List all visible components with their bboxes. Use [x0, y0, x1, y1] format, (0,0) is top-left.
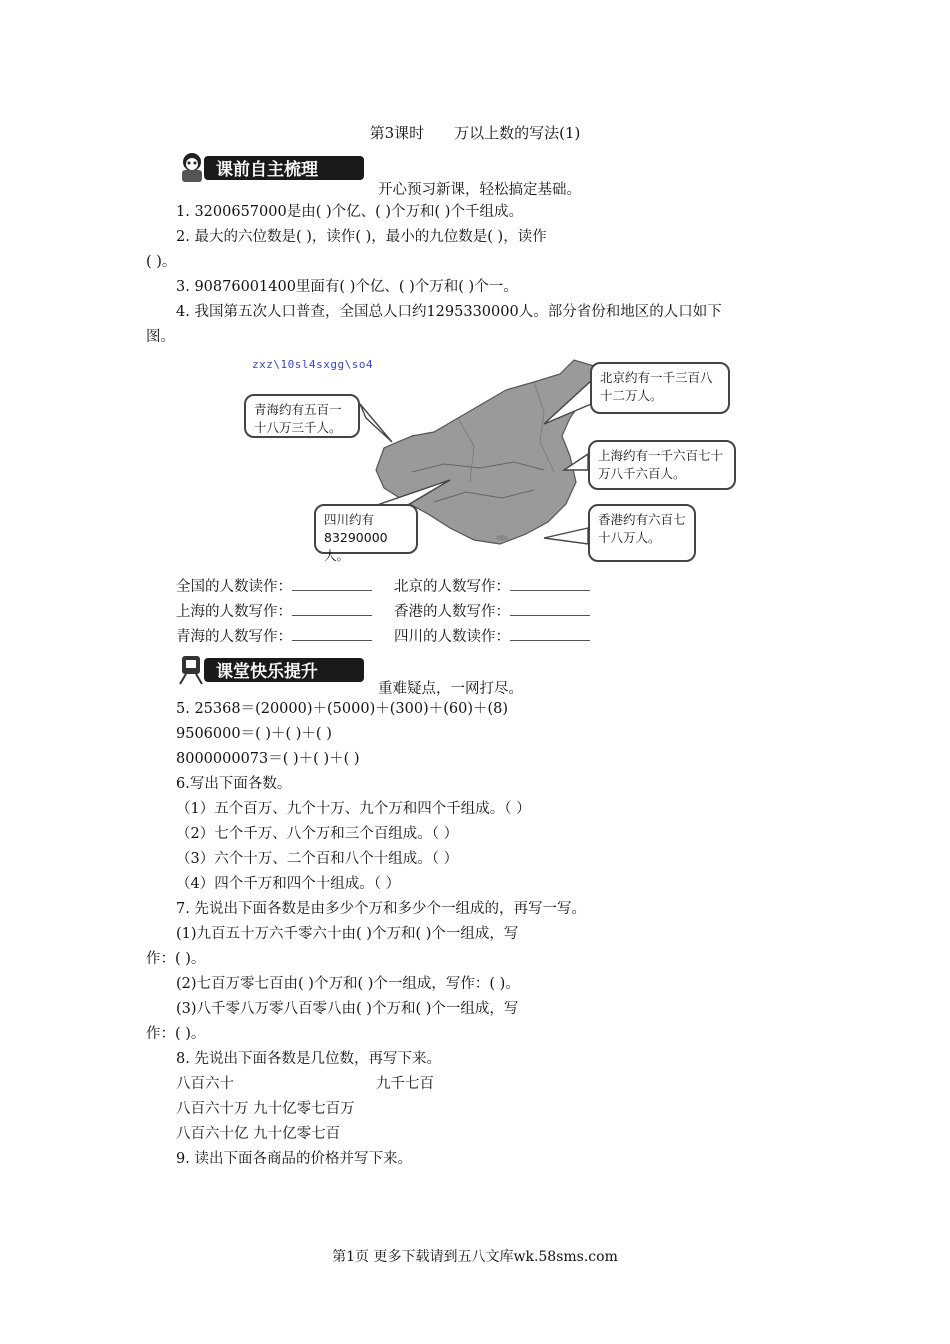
fill-row-2: [176, 602, 612, 621]
fill-label-national: 全国的人数读作：: [176, 579, 292, 595]
question-5: 5. 25368＝(20000)＋(5000)＋(300)＋(60)＋(8): [176, 701, 509, 717]
fill-row-1: [176, 577, 612, 596]
svg-text:课堂快乐提升: 课堂快乐提升: [216, 662, 318, 682]
section-tagline: 开心预习新课，轻松搞定基础。: [378, 182, 581, 198]
fill-label-qinghai: 青海的人数写作：: [176, 629, 292, 645]
question-7-item-1: (1)九百五十万六千零六十由( )个万和( )个一组成，写: [176, 926, 519, 942]
answer-blank[interactable]: [510, 602, 590, 616]
answer-blank[interactable]: [292, 577, 372, 591]
lesson-number: 第3课时: [369, 124, 425, 142]
question-4: 4. 我国第五次人口普查，全国总人口约1295330000人。部分省份和地区的人口如下: [176, 304, 722, 320]
mascot-icon: [182, 153, 202, 182]
page-title: [0, 122, 950, 143]
callout-qinghai: 青海约有五百一十八万三千人。: [244, 394, 360, 438]
map-watermark-code: zxz\10sl4sxgg\so4: [252, 358, 374, 371]
section-banner-classroom: [176, 652, 366, 686]
question-7-item-1-continued: 作：( )。: [146, 951, 206, 967]
question-4-continued: 图。: [146, 329, 175, 345]
mascot-icon: [180, 656, 202, 684]
number-word: 八百六十: [176, 1076, 234, 1092]
section-tagline: 重难疑点，一网打尽。: [378, 681, 523, 697]
question-2-continued: ( )。: [146, 254, 177, 270]
question-7-item-3: (3)八千零八万零八百零八由( )个万和( )个一组成，写: [176, 1001, 519, 1017]
question-6-item-4: （4）四个千万和四个十组成。（ ）: [176, 876, 401, 892]
question-6-item-3: （3）六个十万、二个百和八个十组成。（ ）: [176, 851, 459, 867]
question-5-line-2: 9506000＝( )＋( )＋( ): [176, 726, 332, 742]
fill-label-hongkong: 香港的人数写作：: [394, 604, 510, 620]
question-5-line-3: 8000000073＝( )＋( )＋( ): [176, 751, 360, 767]
svg-text:课前自主梳理: 课前自主梳理: [216, 160, 318, 180]
question-1: 1. 3200657000是由( )个亿、( )个万和( )个千组成。: [176, 204, 523, 220]
question-8-row-2: 八百六十万 九十亿零七百万: [176, 1101, 355, 1117]
page-footer: 第1页 更多下载请到五八文库wk.58sms.com: [332, 1249, 618, 1265]
callout-beijing: 北京约有一千三百八十二万人。: [590, 362, 730, 414]
fill-label-beijing: 北京的人数写作：: [394, 579, 510, 595]
lesson-topic: 万以上数的写法(1): [454, 124, 581, 142]
answer-blank[interactable]: [510, 577, 590, 591]
fill-label-sichuan: 四川的人数读作：: [394, 629, 510, 645]
callout-shanghai: 上海约有一千六百七十万八千六百人。: [588, 440, 736, 490]
callout-hongkong: 香港约有六百七十八万人。: [588, 504, 696, 562]
question-6: 6.写出下面各数。: [176, 776, 292, 792]
question-3: 3. 90876001400里面有( )个亿、( )个万和( )个一。: [176, 279, 518, 295]
answer-blank[interactable]: [292, 602, 372, 616]
question-8: 8. 先说出下面各数是几位数，再写下来。: [176, 1051, 441, 1067]
question-8-row-3: 八百六十亿 九十亿零七百: [176, 1126, 341, 1142]
question-2: 2. 最大的六位数是( )，读作( )，最小的九位数是( )，读作: [176, 229, 547, 245]
answer-blank[interactable]: [292, 627, 372, 641]
question-7-item-2: (2)七百万零七百由( )个万和( )个一组成，写作：( )。: [176, 976, 520, 992]
question-6-item-2: （2）七个千万、八个万和三个百组成。（ ）: [176, 826, 459, 842]
callout-sichuan: 四川约有83290000人。: [314, 504, 418, 554]
answer-blank[interactable]: [510, 627, 590, 641]
fill-row-3: [176, 627, 612, 646]
section-banner-preview: [176, 150, 366, 184]
fill-label-shanghai: 上海的人数写作：: [176, 604, 292, 620]
question-7-item-3-continued: 作：( )。: [146, 1026, 206, 1042]
number-word: 九千七百: [376, 1076, 434, 1092]
question-8-row-1: [176, 1075, 434, 1093]
question-7: 7. 先说出下面各数是由多少个万和多少个一组成的，再写一写。: [176, 901, 586, 917]
question-9: 9. 读出下面各商品的价格并写下来。: [176, 1151, 412, 1167]
question-6-item-1: （1）五个百万、九个十万、九个万和四个千组成。（ ）: [176, 801, 531, 817]
